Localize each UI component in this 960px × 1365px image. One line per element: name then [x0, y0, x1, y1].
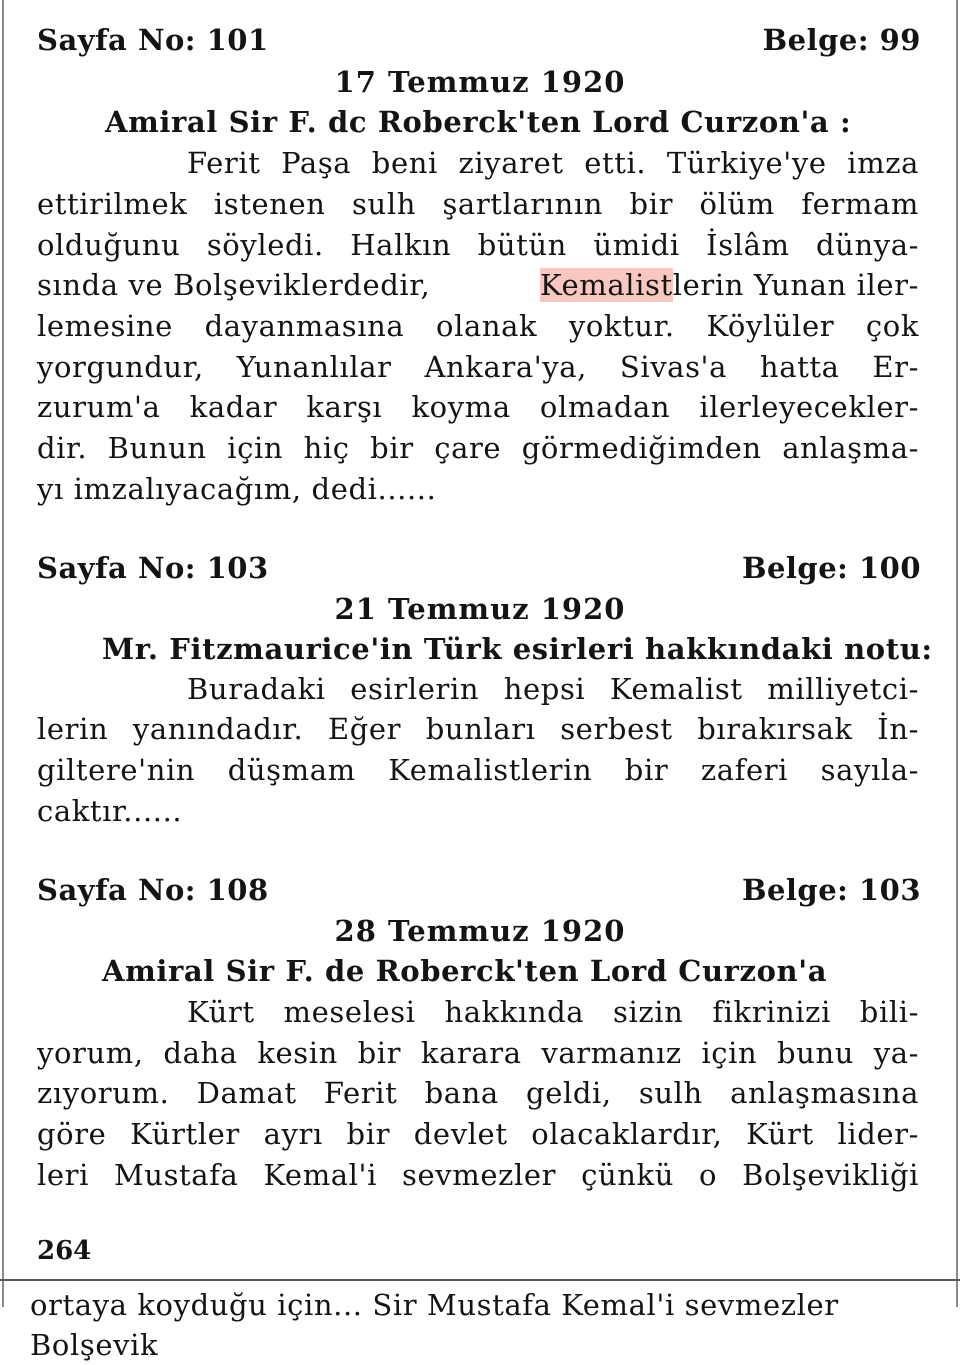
belge-label: Belge: 100	[741, 551, 921, 585]
section-date: 17 Temmuz 1920	[334, 65, 626, 99]
page-number: 264	[37, 1236, 92, 1266]
paragraph-line: zıyorum. Damat Ferit bana geldi, sulh anlaşmasına	[37, 1076, 919, 1110]
belge-label: Belge: 99	[762, 23, 921, 57]
page-right-border	[956, 0, 958, 1307]
paragraph-line: caktır......	[37, 794, 183, 828]
section-title: Amiral Sir F. dc Roberck'ten Lord Curzon'a :	[105, 105, 852, 139]
paragraph-line: dir. Bunun için hiç bir çare görmediğimden anlaşma-	[37, 431, 919, 465]
paragraph-line: Kürt meselesi hakkında sizin fikrinizi bili-	[187, 995, 919, 1029]
cutoff-text: ortaya koyduğu için... Sir Mustafa Kemal'i sevmezler Bolşevik	[30, 1288, 839, 1362]
section-date: 28 Temmuz 1920	[334, 914, 626, 948]
paragraph-line: zurum'a kadar karşı koyma olmadan ilerleyecekler-	[37, 390, 919, 424]
section-header	[37, 870, 921, 910]
sayfa-label: Sayfa No: 101	[37, 23, 269, 57]
section-header	[37, 20, 921, 60]
paragraph-line: olduğunu söyledi. Halkın bütün ümidi İslâm dünya-	[37, 228, 919, 262]
paragraph-line: yorum, daha kesin bir karara varmanız için bunu ya-	[37, 1036, 919, 1070]
paragraph-line: lemesine dayanmasına olanak yoktur. Köylüler çok	[37, 309, 919, 343]
section-date: 21 Temmuz 1920	[334, 592, 626, 626]
paragraph-line: giltere'nin düşmam Kemalistlerin bir zaferi sayıla-	[37, 753, 919, 787]
paragraph-line: göre Kürtler ayrı bir devlet olacaklardır, Kürt lider-	[37, 1117, 919, 1151]
paragraph-line: ettirilmek istenen sulh şartlarının bir ölüm fermam	[37, 187, 919, 221]
belge-label: Belge: 103	[741, 873, 921, 907]
paragraph-line: lerin yanındadır. Eğer bunları serbest bırakırsak İn-	[37, 712, 919, 746]
section-title: Amiral Sir F. de Roberck'ten Lord Curzon'a	[102, 954, 828, 988]
paragraph-line: Ferit Paşa beni ziyaret etti. Türkiye'ye imza	[187, 146, 919, 180]
section-title: Mr. Fitzmaurice'in Türk esirleri hakkındaki notu:	[102, 632, 933, 666]
line-text-group	[540, 265, 919, 305]
line-text-before: sında ve Bolşeviklerdedir,	[37, 268, 431, 302]
sayfa-label: Sayfa No: 108	[37, 873, 269, 907]
paragraph-line: leri Mustafa Kemal'i sevmezler çünkü o Bolşevikliği	[37, 1158, 919, 1192]
paragraph-line: yı imzalıyacağım, dedi......	[37, 472, 437, 506]
sayfa-label: Sayfa No: 103	[37, 551, 269, 585]
paragraph-line: yorgundur, Yunanlılar Ankara'ya, Sivas'a hatta Er-	[37, 350, 919, 384]
next-page-cutoff	[30, 1288, 930, 1362]
paragraph-line	[37, 265, 919, 305]
section-header	[37, 548, 921, 588]
paragraph-line: Buradaki esirlerin hepsi Kemalist milliyetci-	[187, 672, 919, 706]
line-text-after: lerin Yunan iler-	[672, 268, 919, 302]
page-left-border	[2, 0, 4, 1307]
page-bottom-divider	[0, 1279, 960, 1281]
highlighted-word: Kemalist	[540, 268, 673, 302]
